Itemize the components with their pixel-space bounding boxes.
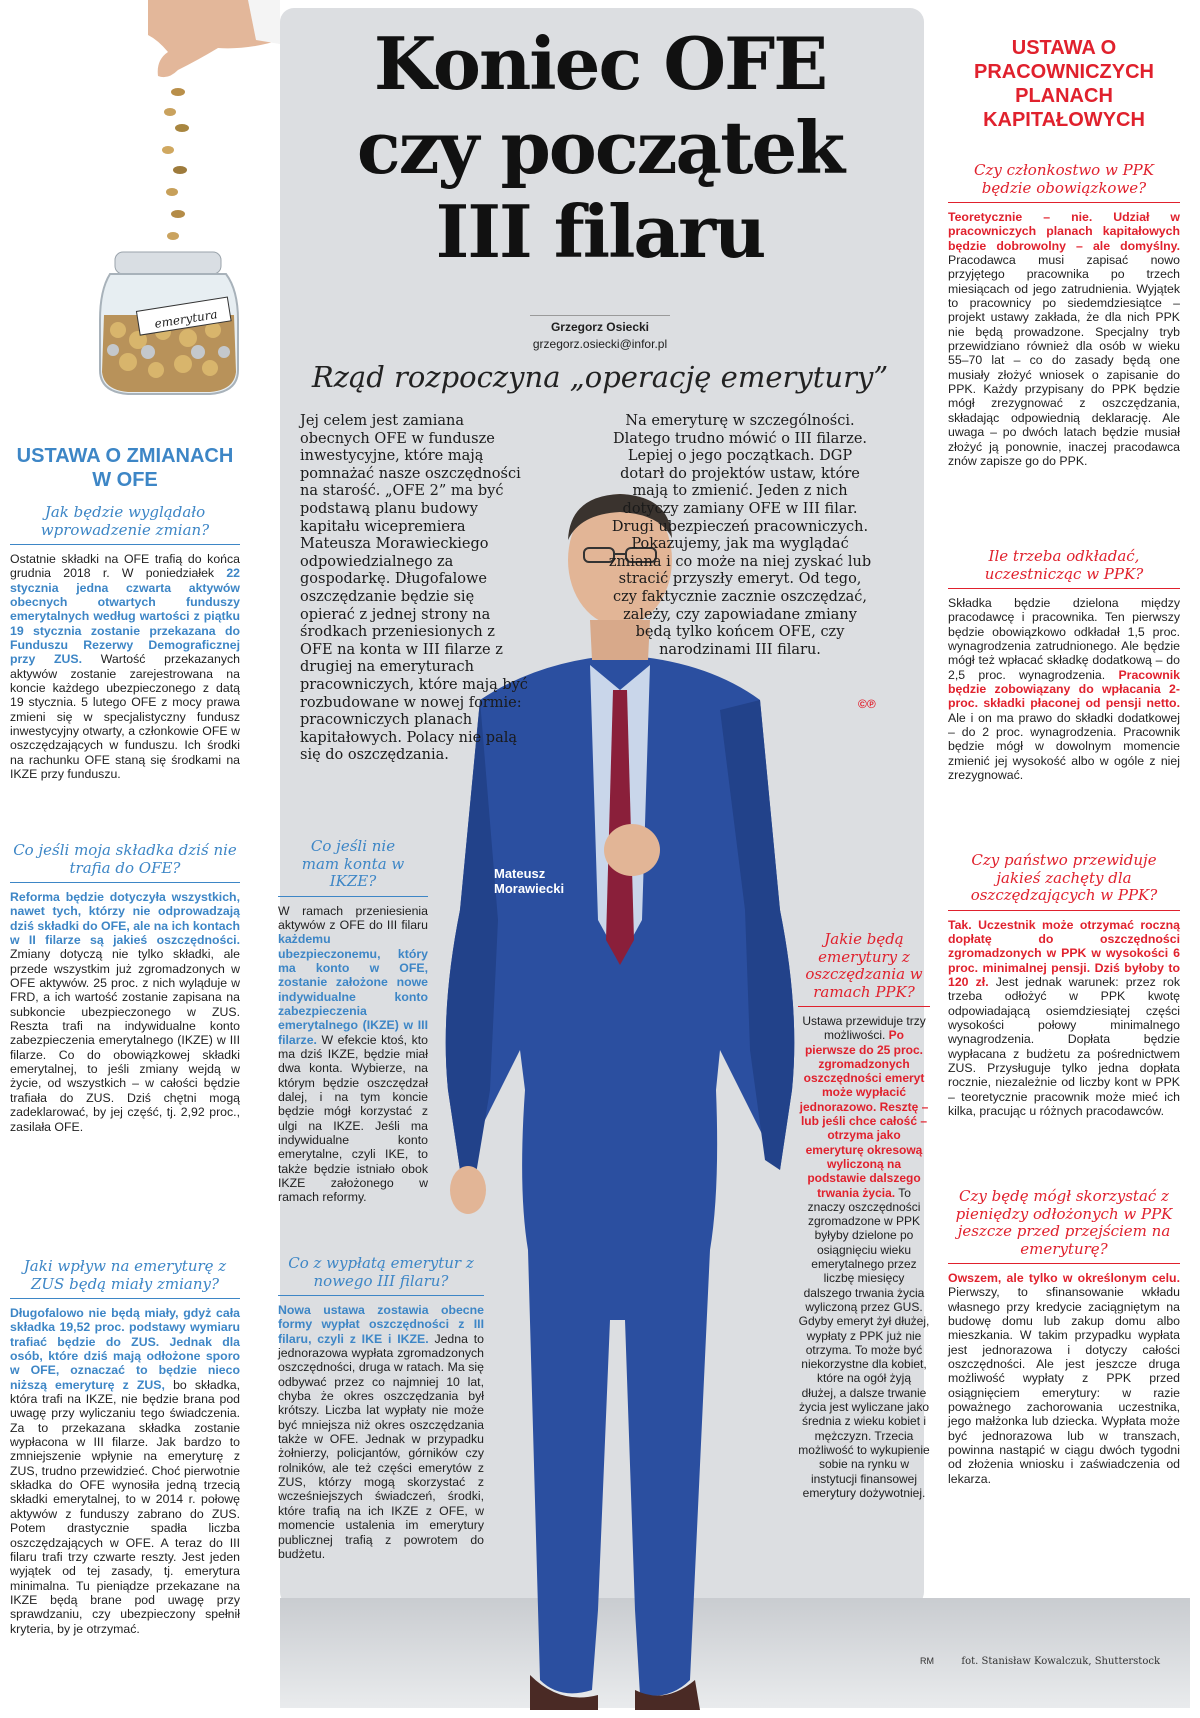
right-answer-2-text: Ale i on ma prawo do składki dodatkowej – do 2 proc. wynagrodzenia. Pracownik będzie mógł w dowolnym momencie zmienić jej wysokość albo w ogóle z niej zrezygnować. — [948, 710, 1180, 783]
middle-answer-1-lead: W ramach przeniesienia aktywów z OFE do III filaru — [278, 903, 428, 932]
intro-left-text: Jej celem jest zamiana obecnych OFE w fundusze inwestycyjne, które mają pomnażać nasze oszczędności na starość. „OFE 2” ma być podstawą planu budowy kapitału wicepremiera Mateusza Morawieckiego odpowiedzialnego za gospodarkę. Długofalowe oszczędzanie będzie się opierać z jednej strony na środkach przeniesionych z OFE na konta w III filarze z drugiej na emeryturach pracowniczych, które mają być rozbudowane w nowej formie: pracowniczych planach kapitałowych. Polacy nie palą się do oszczędzania. — [300, 413, 528, 764]
deck: Rząd rozpoczyna „operację emerytury” — [311, 360, 889, 394]
headline-line-2: czy początek — [356, 105, 844, 190]
ppk-box — [798, 931, 930, 1500]
left-column-3 — [10, 1258, 240, 1636]
headline — [300, 22, 900, 274]
ppk-box-question: Jakie będą emerytury z oszczędzania w ramach PPK? — [798, 931, 930, 1007]
person-label: Mateusz Morawiecki — [494, 866, 565, 896]
right-question-1: Czy członkostwo w PPK będzie obowiązkowe? — [948, 162, 1180, 203]
middle-answer-1 — [278, 904, 428, 1205]
intro-right-text: Na emeryturę w szczególności. Dlatego trudno mówić o III filarze. Lepiej o jego początkach. DGP dotarł do projektów ustaw, które mają to zmienić. Jeden z nich dotyczy zamiany OFE w III filar. Drugi ubezpieczeń pracowniczych. Pokazujemy, jak ma wyglądać zmiana i co może na niej zyskać lub stracić przyszły emeryt. Od tego, czy faktycznie zacznie oszczędzać, zależy, czy zapowiadane zmiany będą tylko końcem OFE, czy narodzinami III filaru. — [608, 413, 872, 658]
left-answer-1-highlight: 22 stycznia jedna czwarta aktywów obecnych otwartych funduszy emerytalnych według wartości z piątku 19 stycznia zostanie przekazana do Funduszu Rezerwy Demograficznej przy ZUS. — [10, 566, 240, 667]
right-answer-2 — [948, 596, 1180, 782]
right-question-3: Czy państwo przewiduje jakieś zachęty dla oszczędzających w PPK? — [948, 852, 1180, 911]
photo-credit: fot. Stanisław Kowalczuk, Shutterstock — [961, 1656, 1160, 1667]
right-answer-3-text: Jest jednak warunek: przez rok trzeba odłożyć w PPK kwotę odpowiadającą osiemdziesiątej części wysokości połowy minimalnego wynagrodzenia. Dopłata będzie wypłacana z budżetu za pośrednictwem ZUS. Przysługuje tylko jedna dopłata rocznie, niezależnie od liczby kont w PPK – teoretycznie pracownik może mieć ich kilka, pracując u różnych pracodawców. — [948, 974, 1180, 1118]
jar-label: emerytura — [153, 307, 219, 331]
middle-column-1 — [278, 838, 428, 1205]
right-answer-4-text: Pierwszy, to sfinansowanie wkładu własnego przy kredycie zaciągniętym na budowę domu lub zakup domu albo mieszkania. W takim przypadku wypłata jest jednorazowa i dotyczy całości oszczędności. Ale jest jeszcze druga możliwość wypłaty z PPK przed osiągnięciem emerytury: w razie poważnego zachorowania uczestnika, jego małżonka lub dziecka. Wypłata może być jednorazowa lub w transzach, powinna nastąpić w ciągu dwóch tygodni od złożenia wniosku i zaświadczenia od lekarza. — [948, 1285, 1180, 1486]
middle-question-1: Co jeśli nie mam konta w IKZE? — [278, 838, 428, 897]
middle-answer-2-text: Jedna to jednorazowa wypłata zgromadzonych oszczędności, druga w ratach. Ma się odbywać przez co najmniej 10 lat, chyba że okres oszczędzania był krótszy. Liczba lat wypłaty nie może być mniejsza niż okres oszczędzania także w OFE. Jednak w przypadku żołnierzy, policjantów, górników czy rolników, ale też części emerytów z ZUS, którzy mogą skorzystać z wcześniejszych świadczeń, środki, które trafią na ich IKZE z OFE, w momencie ustalenia im emerytury publicznej trafią z powrotem do budżetu. — [278, 1331, 484, 1561]
copyright-mark: ©℗ — [858, 697, 876, 711]
middle-question-2: Co z wypłatą emerytur z nowego III filaru? — [278, 1255, 484, 1296]
left-answer-2 — [10, 890, 240, 1134]
right-question-4: Czy będę mógł skorzystać z pieniędzy odłożonych w PPK jeszcze przed przejściem na emeryturę? — [948, 1188, 1180, 1264]
right-section-title: USTAWA O PRACOWNICZYCH PLANACH KAPITAŁOWYCH — [974, 37, 1154, 131]
coin-jar-illustration — [18, 0, 280, 400]
headline-line-1: Koniec OFE — [373, 21, 827, 106]
right-answer-3 — [948, 918, 1180, 1119]
rm-mark: RM — [920, 1656, 934, 1666]
right-column-2 — [948, 548, 1180, 782]
ppk-box-answer-lead: Ustawa przewiduje trzy możliwości. — [802, 1014, 926, 1043]
left-answer-2-highlight: Reforma będzie dotyczyła wszystkich, nawet tych, którzy nie odprowadzają dziś składki do OFE, ale na ich kontach w II filarze są jakieś oszczędności. — [10, 890, 240, 948]
byline-rule — [530, 315, 670, 316]
left-column-2 — [10, 842, 240, 1134]
ppk-box-answer-highlight: Po pierwsze do 25 proc. zgromadzonych oszczędności emeryt może wypłacić jednorazowo. Resztę – lub jeśli chce całość – otrzyma jako emeryturę okresową wyliczoną na podstawie dalszego trwania życia. — [799, 1028, 929, 1200]
right-answer-2-lead: Składka będzie dzielona między pracodawcę i pracownika. Ten pierwszy będzie obowiązkowo odkładał 1,5 proc. wynagrodzenia zatrudnionego. Ale będzie mógł też wpłacać składkę dodatkową – do 2,5 proc. wynagrodzenia. — [948, 596, 1180, 682]
left-answer-1-lead: Ostatnie składki na OFE trafią do końca grudnia 2018 r. W poniedziałek — [10, 552, 240, 581]
right-answer-1 — [948, 210, 1180, 468]
left-answer-1 — [10, 552, 240, 782]
right-question-2: Ile trzeba odkładać, uczestnicząc w PPK? — [948, 548, 1180, 589]
middle-column-2 — [278, 1255, 484, 1561]
middle-answer-2 — [278, 1303, 484, 1561]
right-answer-2-highlight: Pracownik będzie zobowiązany do wpłacania 2-proc. składki płaconej od pensji netto. — [948, 667, 1180, 711]
right-answer-4-highlight: Owszem, ale tylko w określonym celu. — [948, 1271, 1180, 1285]
right-column — [948, 36, 1180, 468]
left-answer-3 — [10, 1306, 240, 1636]
headline-line-3: III filaru — [435, 189, 765, 274]
left-answer-3-text: bo składka, która trafi na IKZE, nie będzie brana pod uwagę przy wyliczaniu tego świadczenia. Za to przekazana składka zostanie wypłacona w III filarze. Jak bardzo to zmniejszenie wpłynie na emeryturę z ZUS, trudno przewidzieć. Choć pierwotnie składka do OFE wynosiła jedną trzecią składki emerytalnej, to w 2014 r. połowę aktywów z funduszy zabrano do ZUS. Potem drastycznie spadła liczba oszczędzających w OFE. A teraz do III filaru trafi trzy czwarte reszty. Jest jeden wyjątek od tej zasady, tj. emerytura minimalna. Tu pieniądze przekazane na IKZE będą brane pod uwagę przy sprawdzaniu, czy ubezpieczony spełnił kryteria, by je otrzymać. — [10, 1377, 240, 1636]
left-question-2: Co jeśli moja składka dziś nie trafia do OFE? — [10, 842, 240, 883]
author-name: Grzegorz Osiecki — [550, 320, 650, 334]
left-column — [10, 444, 240, 782]
ppk-box-answer-text: To znaczy oszczędności zgromadzone w PPK byłyby dzielone po osiągnięciu wieku emerytalnego przez liczbę miesięcy dalszego trwania życia wyliczoną przez GUS. Gdyby emeryt żył dłużej, wypłaty z PPK już nie otrzyma. To może być niekorzystne dla kobiet, które na ogół żyją dłużej, a dalsze trwanie życia jest wyliczane jako średnia z wieku kobiet i mężczyzn. Trzecia możliwość to wykupienie sobie na rynku w instytucji finansowej emerytury dożywotniej. — [798, 1185, 930, 1500]
right-answer-1-highlight: Teoretycznie – nie. Udział w pracowniczych planach kapitałowych będzie dobrowolny – ale domyślny. — [948, 210, 1180, 253]
left-question-3: Jaki wpływ na emeryturę z ZUS będą miały zmiany? — [10, 1258, 240, 1299]
author-email[interactable]: grzegorz.osiecki@infor.pl — [532, 337, 668, 351]
left-question-1: Jak będzie wyglądało wprowadzenie zmian? — [10, 504, 240, 545]
left-answer-1-text: Wartość przekazanych aktywów zostanie zarejestrowana na koncie każdego ubezpieczonego z datą 19 stycznia. 5 lutego OFE z mocy prawa zmieni się w specjalistyczny fundusz inwestycyjny otwarty, a członkowie OFE w oszczędzających w funduszu. Ich środki na rachunku OFE staną się środkami na IKZE przy funduszu. — [10, 652, 240, 782]
intro-column-left — [300, 413, 530, 765]
right-answer-1-text: Pracodawca musi zapisać nowo przyjętego pracownika po trzech miesiącach od jego zatrudnienia. Wyjątek to pracownicy po siedemdziesiątce – projekt ustawy zakłada, że dla nich PPK nie będą prowadzone. Specjalny tryb przewidziano również dla osób w wieku 55–70 lat – co do zasady będą one musiały złożyć wniosek o zapisanie do PPK. Każdy przypisany do PPK będzie mógł zrezygnować z oszczędzania, składając odpowiednią deklarację. Ale uwaga – po dwóch latach będzie musiał złożyć ją ponownie, inaczej pracodawca znów zapisze go do PPK. — [948, 253, 1180, 468]
right-answer-3-highlight: Tak. Uczestnik może otrzymać roczną dopłatę do oszczędności zgromadzonych w PPK w wysokości 6 proc. minimalnej pensji. Dziś byłoby to 120 zł. — [948, 917, 1180, 989]
left-answer-2-text: Zmiany dotyczą nie tylko składki, ale przede wszystkim już zgromadzonych w OFE aktywów. 25 proc. z nich wyląduje w FRD, a ich wartość zostanie zapisana na subkoncie ubezpieczonego w ZUS. Reszta trafi na indywidualne konto zabezpieczenia emerytalnego (IKZE) w III filarze. Co do obowiązkowej składki emerytalnej, to jeśli zmiany wejdą w życie, od wszystkich – w całości będzie trafiała do ZUS. Dziś chętni mogą zadeklarować, by jej część, tj. 2,92 proc., zasilała OFE. — [10, 947, 240, 1134]
right-column-4 — [948, 1188, 1180, 1486]
left-answer-3-highlight: Długofalowo nie będą miały, gdyż cała składka 19,52 proc. podstawy wymiaru trafiać będzie do ZUS. Jednak dla osób, które dziś mają odłożone sporo w OFE, oznaczać to będzie nieco niższą emeryturę z ZUS, — [10, 1306, 240, 1392]
middle-answer-1-text: W efekcie ktoś, kto ma dziś IKZE, będzie miał dwa konta. Wybierze, na którym będzie oszczędzał dalej, i na tym koncie będzie mógł korzystać z ulgi na IKZE. Jeśli ma indywidualne konto emerytalne, czyli IKE, to także będzie istniało obok IKZE założonego w ramach reformy. — [278, 1032, 428, 1205]
middle-answer-1-highlight: każdemu ubezpieczonemu, który ma konto w OFE, zostanie założone nowe indywidualne konto zabezpieczenia emerytalnego (IKZE) w III filarze. — [278, 932, 428, 1047]
left-section-title: USTAWA O ZMIANACH W OFE — [16, 445, 234, 491]
right-answer-4 — [948, 1271, 1180, 1486]
intro-column-right — [606, 413, 874, 659]
right-column-3 — [948, 852, 1180, 1118]
ppk-box-answer — [798, 1014, 930, 1500]
middle-answer-2-highlight: Nowa ustawa zostawia obecne formy wypłat oszczędności z III filaru, czyli z IKE i IKZE. — [278, 1303, 484, 1346]
